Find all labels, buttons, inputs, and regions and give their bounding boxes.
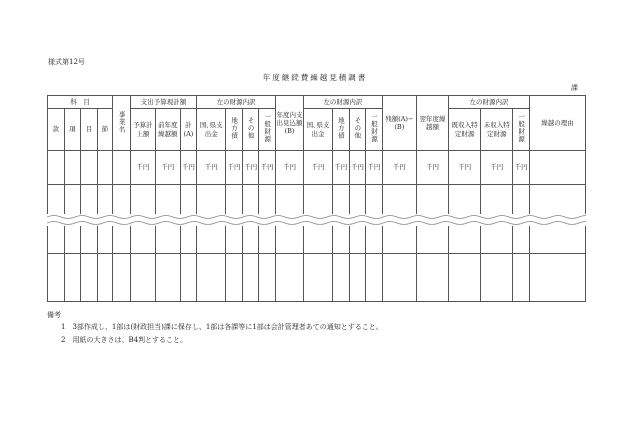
unit-label: 千円 <box>366 151 383 185</box>
header-moku: 目 <box>81 109 98 151</box>
unit-label: 千円 <box>513 151 530 185</box>
header-kokuken-1: 国､県支出金 <box>197 109 226 151</box>
remarks-heading: 備考 <box>47 311 61 319</box>
unit-label: 千円 <box>449 151 481 185</box>
unit-label: 千円 <box>180 151 197 185</box>
header-zennendo-kurikoshi: 前年度繰越額 <box>155 109 180 151</box>
header-zaigen-group-3: 左の財源内訳 <box>449 96 530 109</box>
header-nendonai-shishutsu: 年度内支出見込額(B) <box>275 96 303 151</box>
carryover-estimate-table <box>47 95 586 302</box>
unit-label: 千円 <box>226 151 243 185</box>
header-kokuken-2: 国､県支出金 <box>303 109 332 151</box>
header-kamoku: 科 目 <box>48 96 113 109</box>
unit-label: 千円 <box>155 151 180 185</box>
header-yosan-keijogaku: 予算計上額 <box>130 109 155 151</box>
header-zaigen-group-2: 左の財源内訳 <box>303 96 382 109</box>
header-kei-a: 計(A) <box>180 109 197 151</box>
remarks-item: 2 用紙の大きさは、B4判とすること。 <box>61 335 188 344</box>
header-ippan-1: 一般財源 <box>259 109 276 151</box>
header-yokunendo-kurikoshi: 翌年度繰越額 <box>416 96 448 151</box>
unit-label: 千円 <box>332 151 349 185</box>
unit-label: 千円 <box>349 151 366 185</box>
header-shishutsu-group: 支出予算現計額 <box>130 96 196 109</box>
remarks-item: 1 3部作成し、1部は(財政担当)課に保存し、1部は各課等に1部は会計管理者あての通知とすること。 <box>61 323 383 332</box>
header-mishu-tokutei: 未収入特定財源 <box>481 109 513 151</box>
header-setsu: 節 <box>97 109 113 151</box>
unit-label: 千円 <box>416 151 448 185</box>
header-chihosai-2: 地方債 <box>332 109 349 151</box>
unit-label: 千円 <box>303 151 332 185</box>
header-kurikoshi-riyu: 繰越の理由 <box>529 96 585 151</box>
header-kan: 款 <box>48 109 65 151</box>
data-cell <box>529 151 585 185</box>
remarks-section <box>47 309 383 346</box>
header-kitei-shunyu: 既収入特定財源 <box>449 109 481 151</box>
data-cell <box>64 151 81 185</box>
header-ippan-2: 一般財源 <box>366 109 383 151</box>
data-cell <box>48 151 65 185</box>
unit-label: 千円 <box>259 151 276 185</box>
omission-break-mark <box>47 214 586 224</box>
document-title: 年度継続費繰越見積調書 <box>262 73 368 82</box>
header-zaigen-group-1: 左の財源内訳 <box>197 96 276 109</box>
header-chihosai-1: 地方債 <box>226 109 243 151</box>
header-sonota-1: その他 <box>242 109 259 151</box>
header-ko: 項 <box>64 109 81 151</box>
department-label: 課 <box>571 84 578 92</box>
unit-label: 千円 <box>481 151 513 185</box>
header-sonota-2: その他 <box>349 109 366 151</box>
data-cell <box>97 151 113 185</box>
unit-label: 千円 <box>242 151 259 185</box>
header-jigyomei: 事業名 <box>113 96 131 151</box>
unit-label: 千円 <box>130 151 155 185</box>
form-number: 様式第12号 <box>48 58 85 66</box>
data-cell <box>81 151 98 185</box>
header-zangaku: 残額(A)−(B) <box>382 96 416 151</box>
data-cell <box>113 151 131 185</box>
unit-label: 千円 <box>197 151 226 185</box>
header-ippan-3: 一般財源 <box>513 109 530 151</box>
unit-label: 千円 <box>275 151 303 185</box>
unit-label: 千円 <box>382 151 416 185</box>
